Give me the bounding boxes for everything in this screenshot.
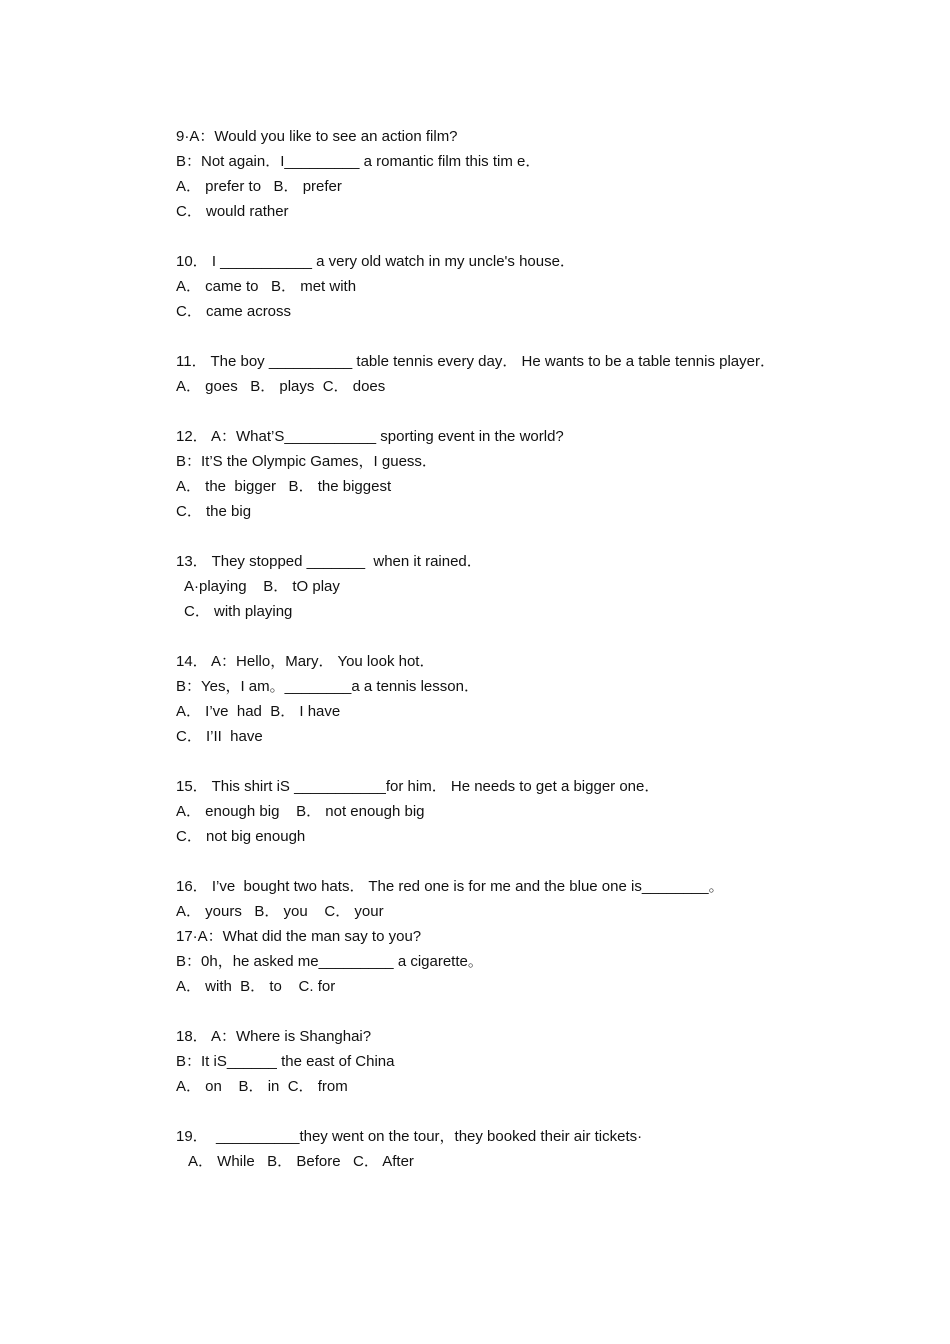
question-16-17: [176, 874, 816, 999]
question-15-option-c: C． not big enough: [176, 828, 306, 845]
question-15-prompt: 15． This shirt iS ___________for him． He needs to get a bigger one．: [176, 778, 660, 795]
question-9-prompt: 9·A：Would you like to see an action film?: [176, 128, 458, 145]
spacer: [176, 999, 816, 1024]
question-17-options: A． with B． to C. for: [176, 978, 336, 995]
question-13-prompt: 13． They stopped _______ when it rained．: [176, 553, 482, 570]
question-12-options-ab: A． the bigger B． the biggest: [176, 478, 392, 495]
question-18-prompt: 18． A：Where is Shanghai?: [176, 1028, 372, 1045]
question-18-options: A． on B． in C． from: [176, 1078, 348, 1095]
question-16-prompt: 16． I’ve bought two hats． The red one is for me and the blue one is________。: [176, 878, 724, 895]
spacer: [176, 1099, 816, 1124]
question-19: [176, 1124, 816, 1174]
spacer: [176, 749, 816, 774]
question-16-options: A． yours B． you C． your: [176, 903, 384, 920]
question-10-option-c: C． came across: [176, 303, 292, 320]
question-12: [176, 424, 816, 524]
question-9-option-c: C． would rather: [176, 203, 289, 220]
question-15: [176, 774, 816, 849]
question-13-options-ab: A·playing B． tO play: [184, 578, 340, 595]
question-14-prompt: 14． A：Hello，Mary． You look hot．: [176, 653, 435, 670]
question-14-response: B：Yes，I am。________a a tennis lesson．: [176, 678, 479, 695]
question-18-response: B：It iS______ the east of China: [176, 1053, 395, 1070]
question-10: [176, 249, 816, 324]
question-11-options: A． goes B． plays C． does: [176, 378, 386, 395]
question-list: [176, 124, 816, 1174]
question-11: [176, 349, 816, 399]
question-17-prompt: 17·A：What did the man say to you?: [176, 928, 422, 945]
question-12-response: B：It’S the Olympic Games，I guess．: [176, 453, 437, 470]
question-9: [176, 124, 816, 224]
question-13-option-c: C． with playing: [184, 603, 293, 620]
question-12-prompt: 12． A：What’S___________ sporting event in the world?: [176, 428, 564, 445]
question-9-options-ab: A． prefer to B． prefer: [176, 178, 342, 195]
question-14-options-ab: A． I’ve had B． I have: [176, 703, 341, 720]
question-12-option-c: C． the big: [176, 503, 252, 520]
question-14: [176, 649, 816, 749]
spacer: [176, 849, 816, 874]
question-19-prompt: 19． __________they went on the tour，they booked their air tickets·: [176, 1128, 643, 1145]
question-13: [176, 549, 816, 624]
spacer: [176, 324, 816, 349]
question-18: [176, 1024, 816, 1099]
question-10-prompt: 10． I ___________ a very old watch in my uncle's house．: [176, 253, 575, 270]
spacer: [176, 524, 816, 549]
question-9-response: B：Not again．I_________ a romantic film this tim e．: [176, 153, 541, 170]
question-14-option-c: C． I’II have: [176, 728, 263, 745]
question-10-options-ab: A． came to B． met with: [176, 278, 357, 295]
question-15-options-ab: A． enough big B． not enough big: [176, 803, 425, 820]
question-17-response: B：0h，he asked me_________ a cigarette。: [176, 953, 483, 970]
question-11-prompt: 11． The boy __________ table tennis every day． He wants to be a table tennis player．: [176, 353, 775, 370]
spacer: [176, 399, 816, 424]
question-19-options: A． While B． Before C． After: [188, 1153, 414, 1170]
spacer: [176, 224, 816, 249]
spacer: [176, 624, 816, 649]
